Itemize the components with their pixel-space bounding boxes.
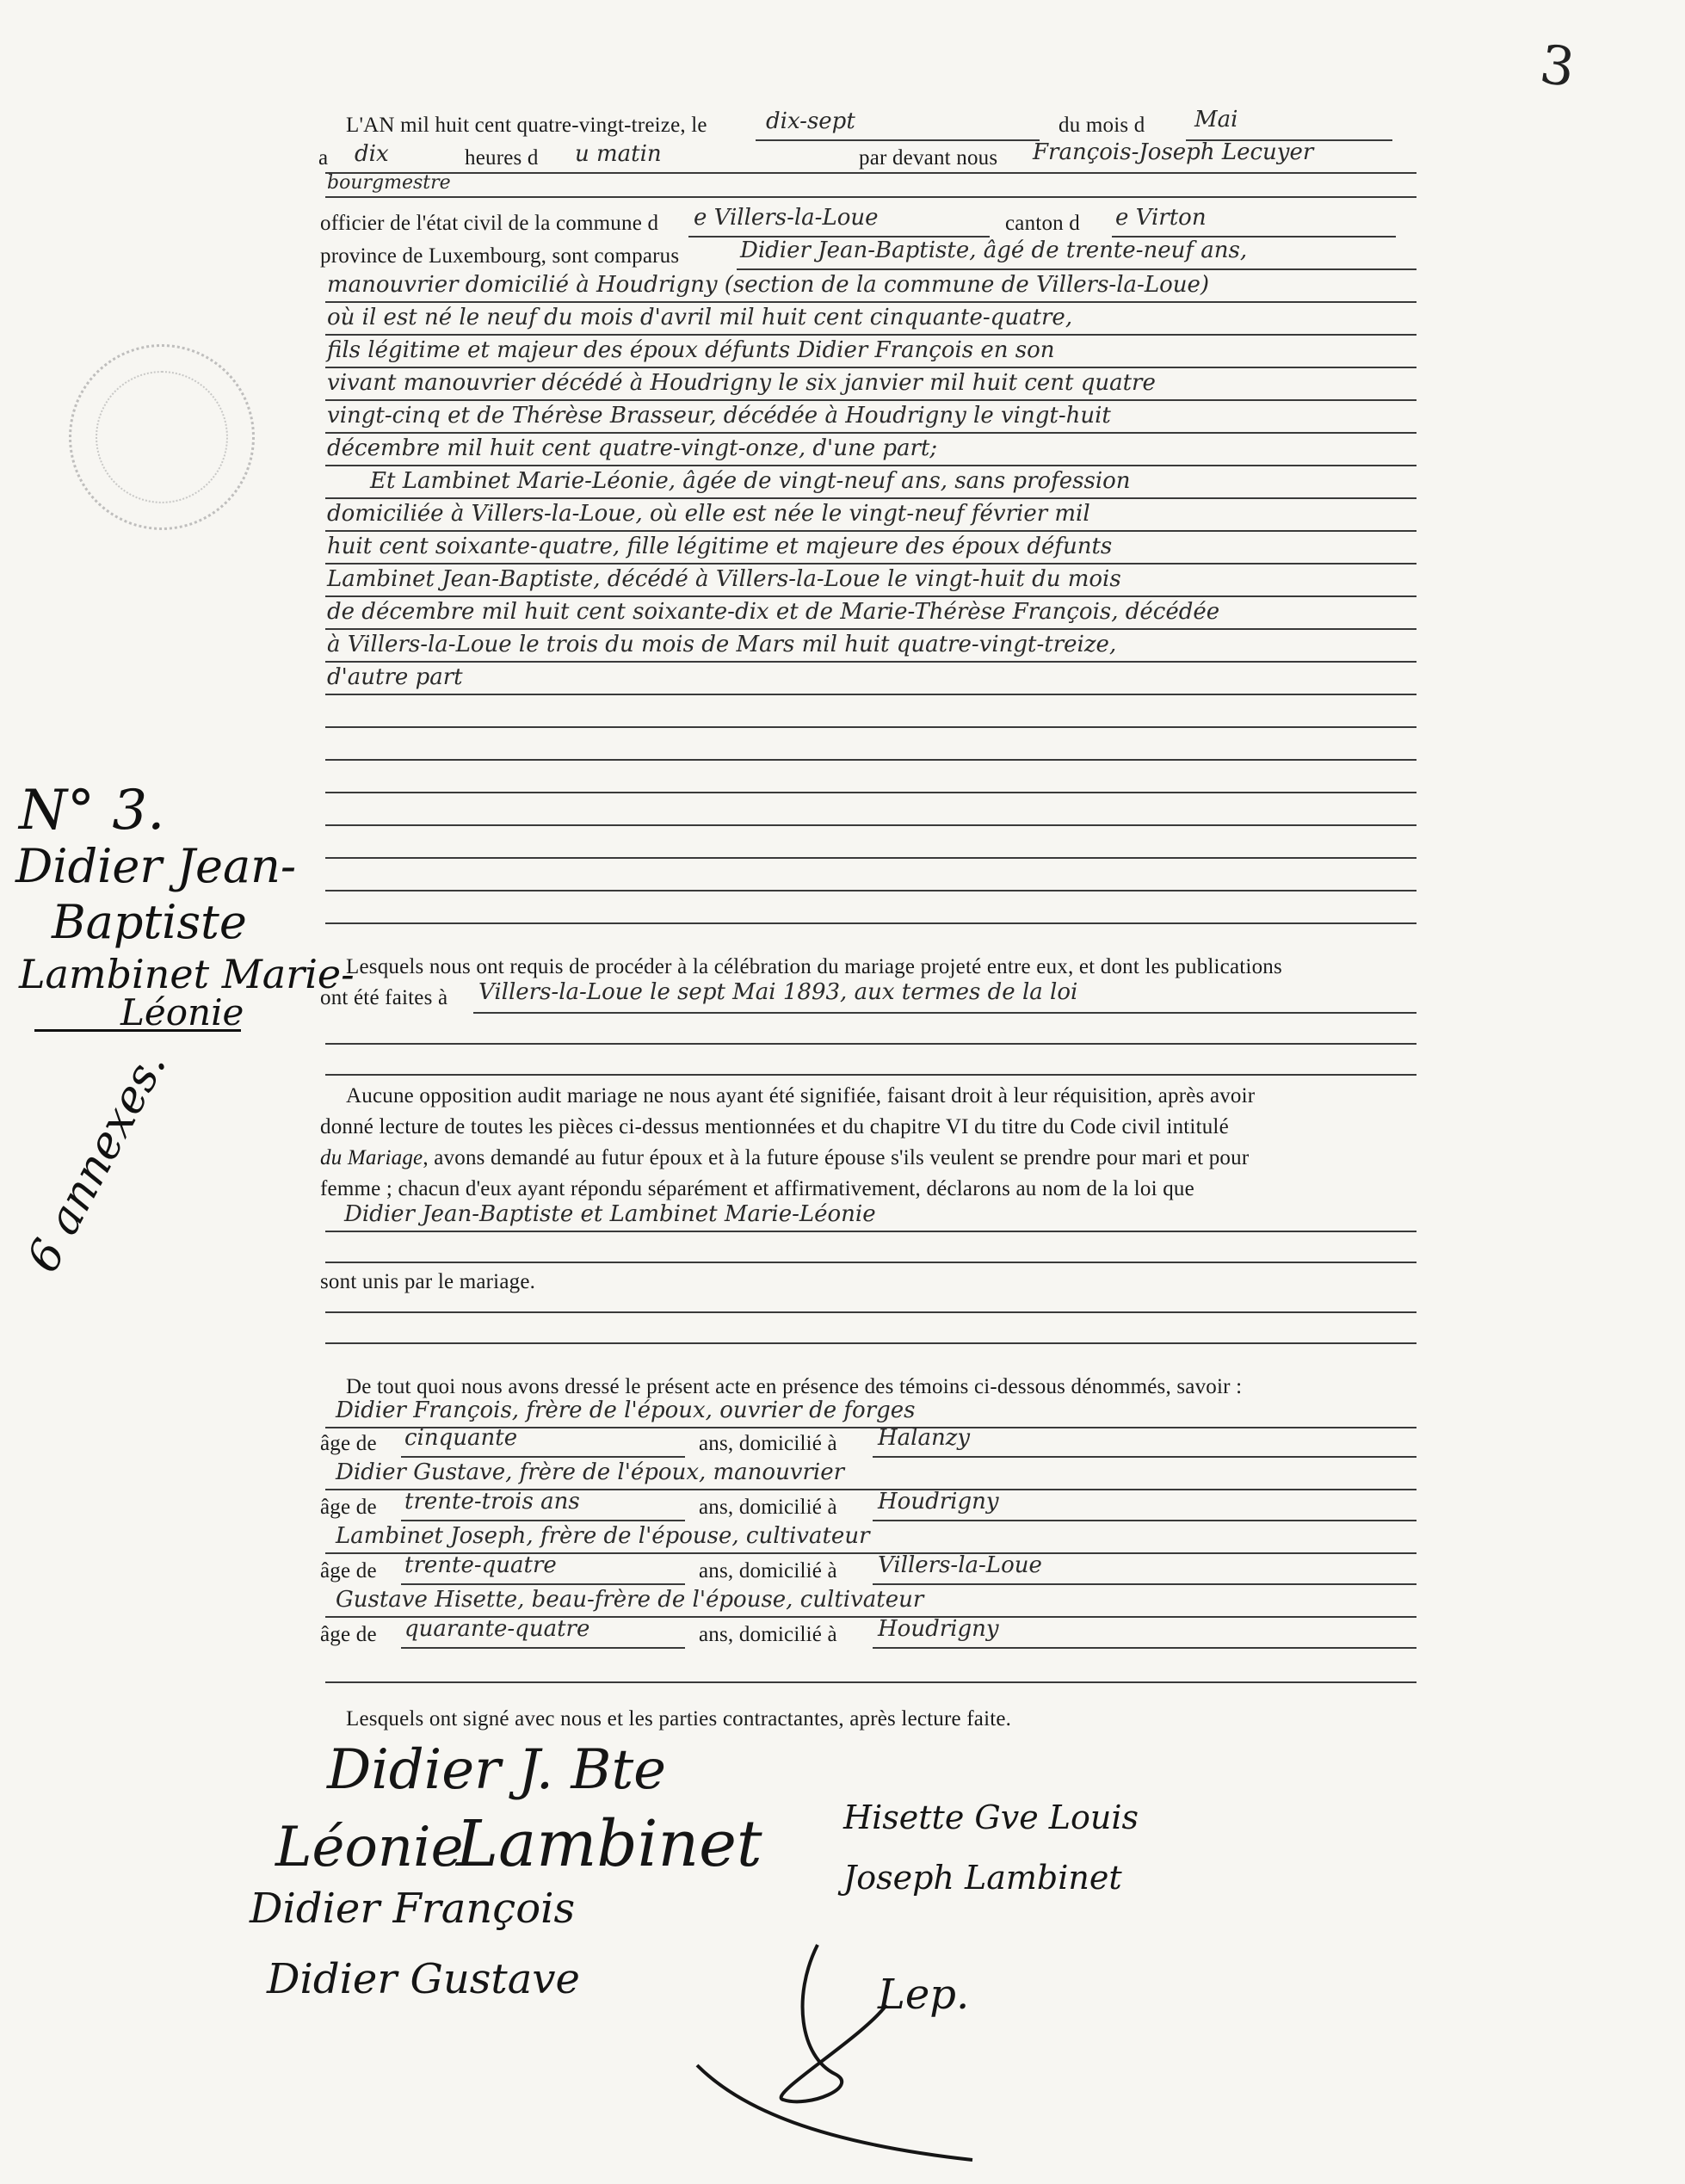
hw-witness-place: Villers-la-Loue <box>878 1552 1042 1578</box>
margin-bride-2: Léonie <box>120 991 244 1033</box>
printed-witness-intro: De tout quoi nous avons dressé le présent acte en présence des témoins ci-dessous dénommés, savoir : <box>346 1375 1243 1398</box>
rule <box>325 694 1417 695</box>
printed-closing: Lesquels ont signé avec nous et les parties contractantes, après lecture faite. <box>346 1707 1012 1731</box>
printed-devant: par devant nous <box>859 146 998 170</box>
rule <box>401 1456 685 1458</box>
hw-line: manouvrier domicilié à Houdrigny (section de la commune de Villers-la-Loue) <box>327 272 1210 298</box>
rule <box>325 824 1417 826</box>
hw-witness-age: trente-trois ans <box>404 1489 580 1515</box>
hw-line: d'autre part <box>327 664 463 690</box>
rule <box>325 661 1417 663</box>
hw-groom-line: Didier Jean-Baptiste, âgé de trente-neuf ans, <box>740 238 1248 263</box>
signature-witness-4: Hisette Gve Louis <box>843 1798 1139 1836</box>
rule <box>325 399 1417 401</box>
printed-opposition-4: femme ; chacun d'eux ayant répondu séparément et affirmativement, déclarons au nom de la loi que <box>320 1177 1194 1200</box>
rule <box>401 1583 685 1585</box>
signature-witness-1: Didier François <box>250 1885 576 1933</box>
rule <box>873 1583 1417 1585</box>
rule <box>325 726 1417 728</box>
rule <box>325 1074 1417 1076</box>
printed-domicile: ans, domicilié à <box>699 1496 837 1519</box>
rule <box>873 1520 1417 1521</box>
signature-bride-last: Lambinet <box>456 1807 762 1881</box>
hw-line: à Villers-la-Loue le trois du mois de Mars mil huit quatre-vingt-treize, <box>327 632 1117 657</box>
hw-witness-place: Houdrigny <box>878 1489 999 1515</box>
printed-age: âge de <box>320 1559 377 1582</box>
hw-matin: u matin <box>575 141 662 167</box>
seal-stamp <box>69 344 255 530</box>
hw-witness-age: trente-quatre <box>404 1552 557 1578</box>
rule <box>473 1012 1417 1014</box>
printed-age: âge de <box>320 1432 377 1455</box>
signature-witness-2: Didier Gustave <box>267 1955 580 2003</box>
margin-groom-2: Baptiste <box>52 895 247 949</box>
printed-month-label: du mois d <box>1059 114 1145 137</box>
printed-a: a <box>318 146 329 170</box>
hw-witness-place: Houdrigny <box>878 1616 999 1642</box>
printed-unis: sont unis par le mariage. <box>320 1270 536 1293</box>
rule <box>325 367 1417 368</box>
printed-domicile: ans, domicilié à <box>699 1432 837 1455</box>
printed-canton: canton d <box>1005 212 1080 235</box>
printed-age: âge de <box>320 1623 377 1646</box>
rule <box>325 759 1417 761</box>
hw-witness-age: cinquante <box>404 1425 518 1451</box>
rule <box>325 172 1417 174</box>
rule <box>325 334 1417 336</box>
printed-opposition-3b: , avons demandé au futur époux et à la future épouse s'ils veulent se prendre pour mari et pour <box>423 1146 1250 1169</box>
rule <box>325 1342 1417 1344</box>
rule <box>325 595 1417 597</box>
hw-hour: dix <box>355 141 389 167</box>
hw-day: dix-sept <box>766 108 855 134</box>
rule <box>325 1311 1417 1313</box>
printed-domicile: ans, domicilié à <box>699 1623 837 1646</box>
hw-officer-title: bourgmestre <box>327 172 451 194</box>
rule <box>737 268 1417 270</box>
signature-groom: Didier J. Bte <box>327 1738 667 1802</box>
hw-line: de décembre mil huit cent soixante-dix et de Marie-Thérèse François, décédée <box>327 599 1220 625</box>
page-number: 3 <box>1536 32 1579 100</box>
hw-month: Mai <box>1194 107 1238 133</box>
hw-witness-place: Halanzy <box>878 1425 971 1451</box>
printed-province: province de Luxembourg, sont comparus <box>320 244 680 268</box>
hw-commune: e Villers-la-Loue <box>694 205 879 231</box>
rule <box>325 1681 1417 1683</box>
hw-line: huit cent soixante-quatre, fille légitime et majeure des époux défunts <box>327 534 1113 559</box>
printed-heures: heures d <box>465 146 539 170</box>
rule <box>325 301 1417 303</box>
margin-groom-1: Didier Jean- <box>15 839 297 893</box>
hw-witness-name: Gustave Hisette, beau-frère de l'épouse, cultivateur <box>336 1587 924 1613</box>
rule <box>325 432 1417 434</box>
hw-publications: Villers-la-Loue le sept Mai 1893, aux termes de la loi <box>478 979 1078 1005</box>
signature-flourish <box>688 2057 998 2169</box>
signature-officer: Lep. <box>878 1971 970 2019</box>
margin-underline <box>34 1029 241 1032</box>
rule <box>325 792 1417 793</box>
hw-witness-name: Lambinet Joseph, frère de l'épouse, cultivateur <box>336 1523 870 1549</box>
rule <box>325 857 1417 859</box>
rule <box>756 139 1040 141</box>
rule <box>325 1043 1417 1045</box>
rule <box>325 530 1417 532</box>
printed-opposition-1: Aucune opposition audit mariage ne nous ayant été signifiée, faisant droit à leur réquisition, après avoir <box>346 1084 1256 1107</box>
printed-officer: officier de l'état civil de la commune d <box>320 212 659 235</box>
hw-spouses: Didier Jean-Baptiste et Lambinet Marie-Léonie <box>344 1201 876 1227</box>
rule <box>325 1262 1417 1263</box>
signature-witness-3: Joseph Lambinet <box>843 1859 1122 1897</box>
hw-officer: François-Joseph Lecuyer <box>1033 139 1314 165</box>
hw-witness-age: quarante-quatre <box>404 1616 590 1642</box>
hw-line: décembre mil huit cent quatre-vingt-onze, d'une part; <box>327 435 938 461</box>
rule <box>325 628 1417 630</box>
rule <box>873 1456 1417 1458</box>
rule <box>325 196 1417 198</box>
rule <box>325 497 1417 499</box>
printed-publications: Lesquels nous ont requis de procéder à la célébration du mariage projeté entre eux, et dont les publications <box>346 955 1282 978</box>
hw-line: vivant manouvrier décédé à Houdrigny le six janvier mil huit cent quatre <box>327 370 1156 396</box>
rule <box>325 890 1417 891</box>
printed-publications-2: ont été faites à <box>320 986 448 1009</box>
printed-opposition-2: donné lecture de toutes les pièces ci-dessus mentionnées et du chapitre VI du titre du Code civil intitulé <box>320 1115 1229 1138</box>
margin-bride-1: Lambinet Marie- <box>19 951 355 997</box>
hw-line: où il est né le neuf du mois d'avril mil huit cent cinquante-quatre, <box>327 305 1073 330</box>
rule <box>325 1231 1417 1232</box>
printed-year: L'AN mil huit cent quatre-vingt-treize, le <box>346 114 707 137</box>
rule <box>325 465 1417 466</box>
hw-line: Et Lambinet Marie-Léonie, âgée de vingt-neuf ans, sans profession <box>370 468 1131 494</box>
rule <box>401 1520 685 1521</box>
printed-domicile: ans, domicilié à <box>699 1559 837 1582</box>
hw-witness-name: Didier Gustave, frère de l'époux, manouvrier <box>336 1459 845 1485</box>
hw-canton: e Virton <box>1115 205 1207 231</box>
du-mariage-italic: du Mariage <box>320 1146 423 1169</box>
margin-annexes: 6 annexes. <box>17 1042 177 1281</box>
rule <box>401 1647 685 1649</box>
hw-line: Lambinet Jean-Baptiste, décédé à Villers-la-Loue le vingt-huit du mois <box>327 566 1121 592</box>
printed-age: âge de <box>320 1496 377 1519</box>
signature-bride-first: Léonie <box>275 1816 464 1879</box>
rule <box>325 563 1417 565</box>
hw-line: domiciliée à Villers-la-Loue, où elle est née le vingt-neuf février mil <box>327 501 1090 527</box>
hw-witness-name: Didier François, frère de l'époux, ouvrier de forges <box>336 1397 916 1423</box>
rule <box>873 1647 1417 1649</box>
printed-opposition-3 <box>320 1146 1249 1170</box>
margin-number: N° 3. <box>19 779 165 842</box>
hw-line: fils légitime et majeur des époux défunts Didier François en son <box>327 337 1055 363</box>
hw-line: vingt-cinq et de Thérèse Brasseur, décédée à Houdrigny le vingt-huit <box>327 403 1111 429</box>
rule <box>325 922 1417 924</box>
